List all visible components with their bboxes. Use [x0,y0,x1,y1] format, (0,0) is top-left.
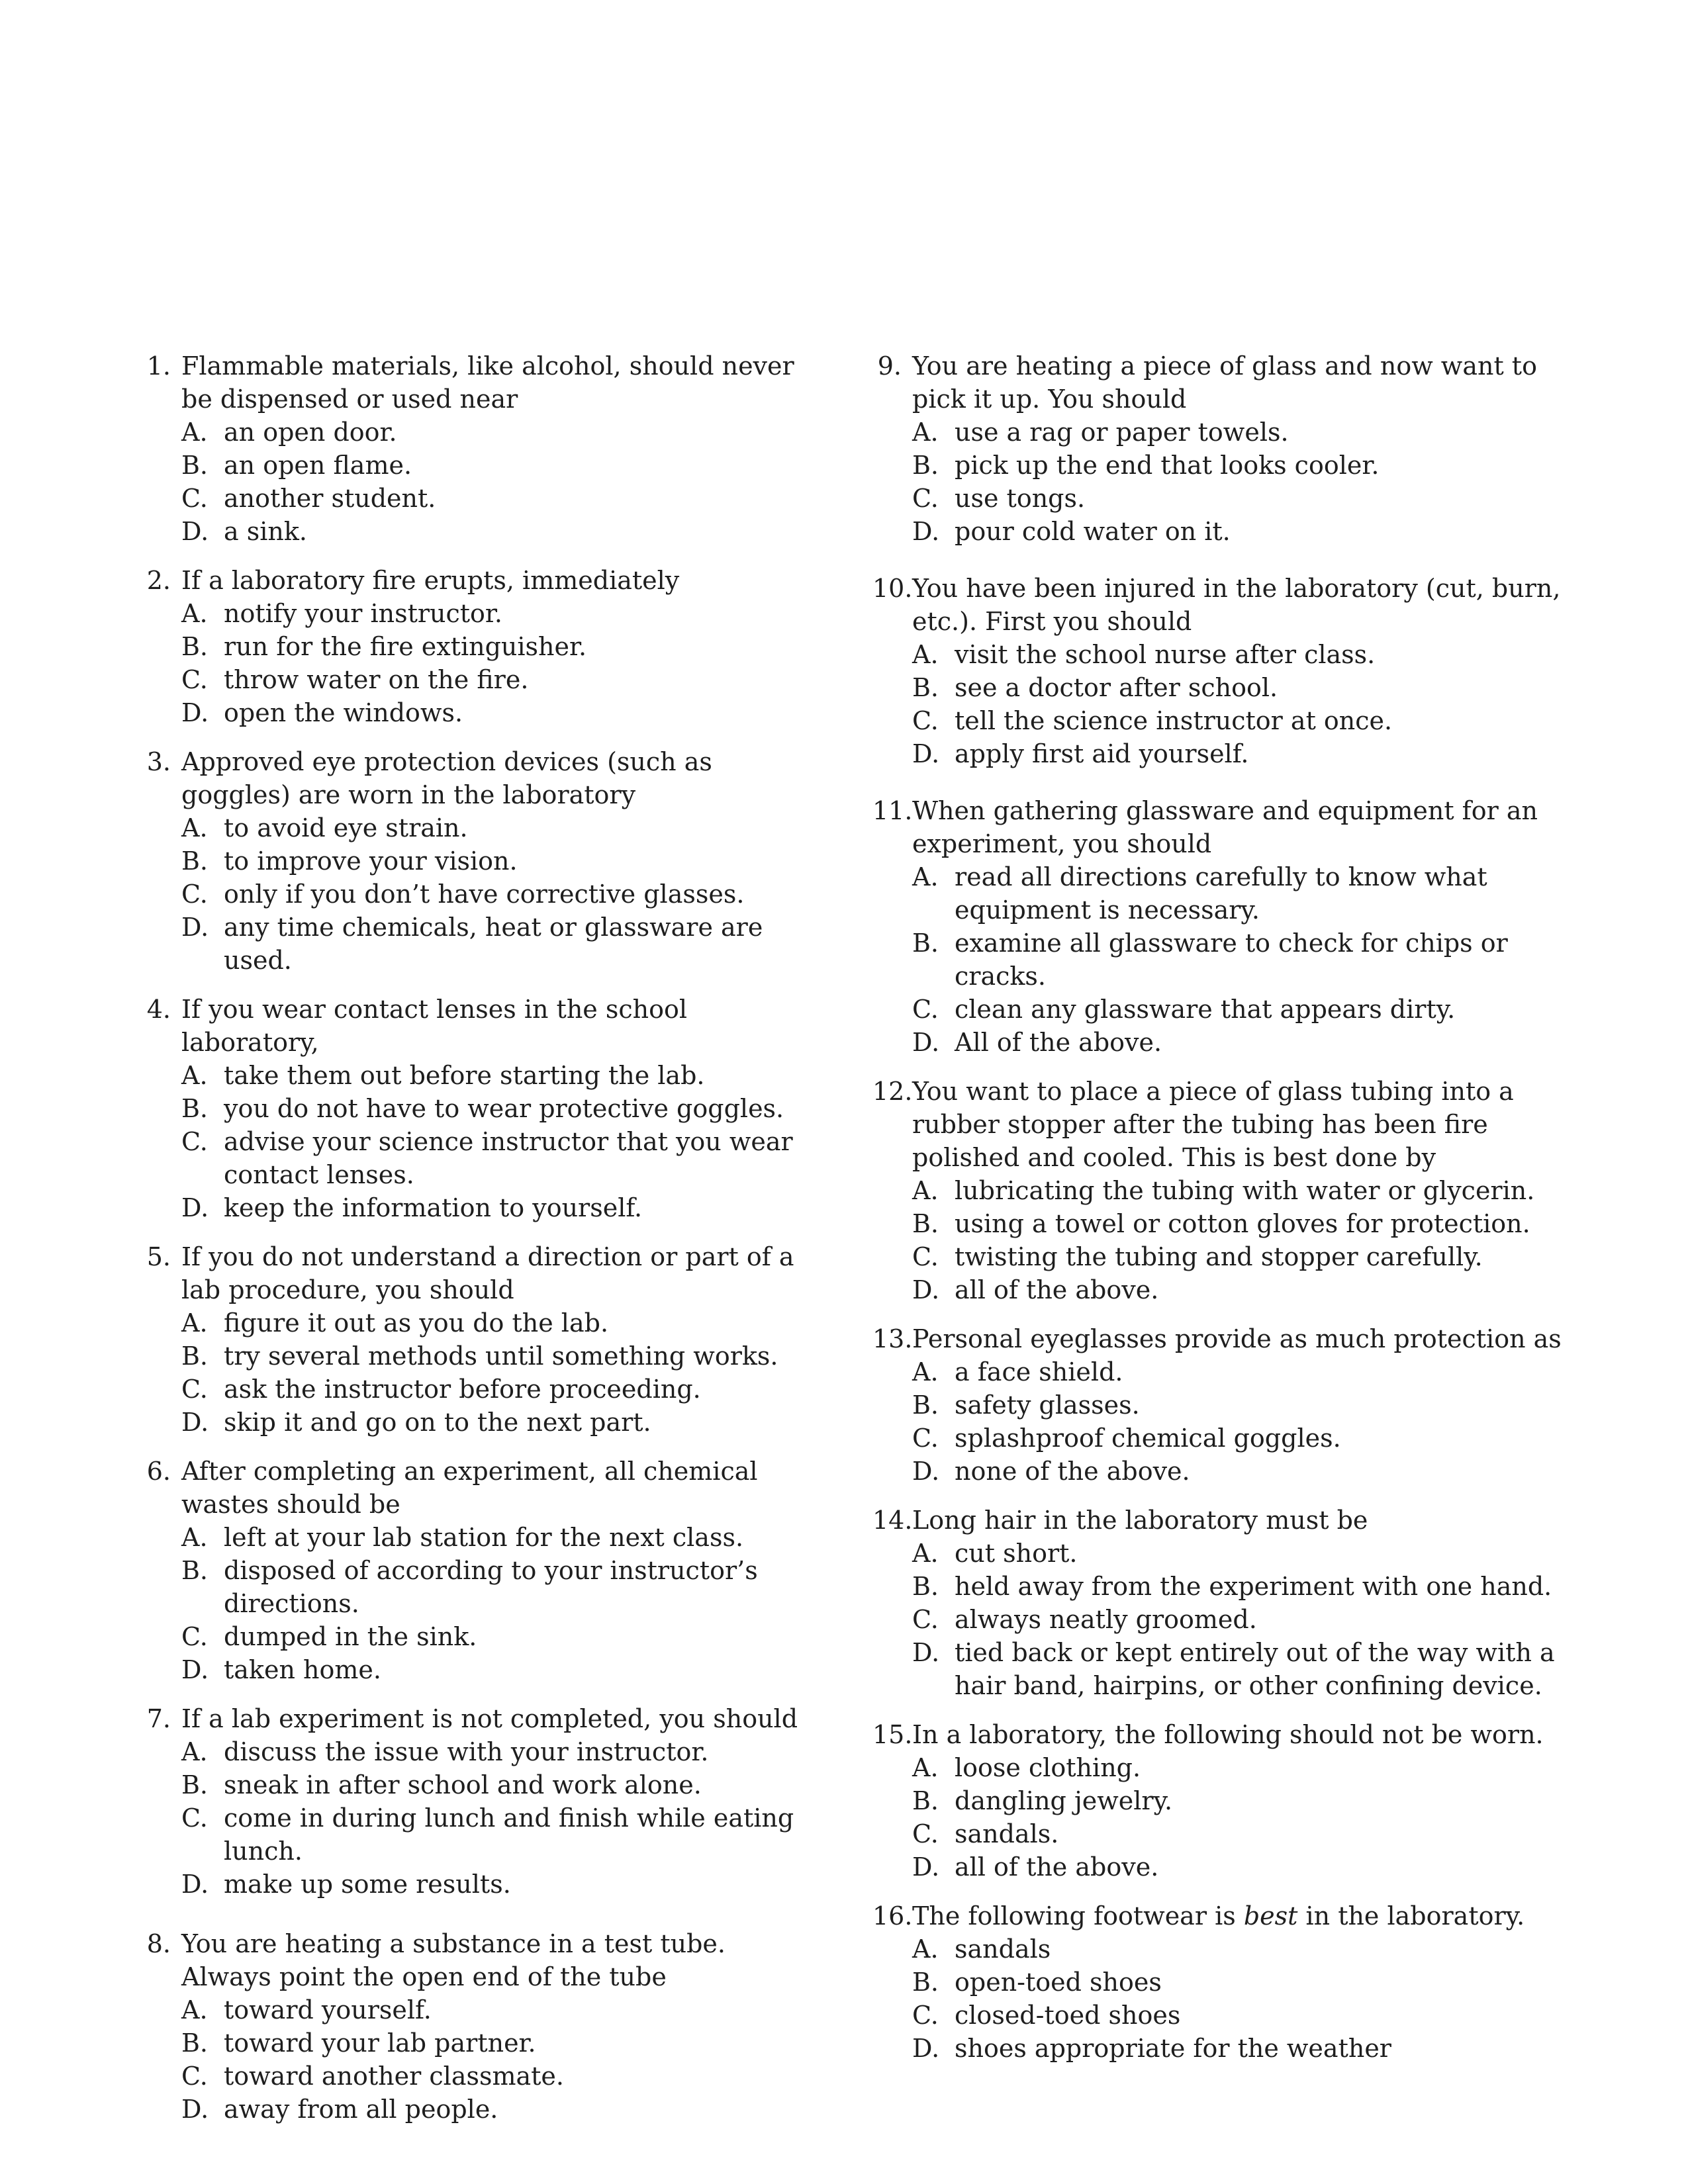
option-letter: B. [912,451,939,480]
answer-option [872,1174,1587,1207]
option-text: pour cold water on it. [955,517,1231,546]
option-letter: C. [181,1622,208,1651]
question-stem: Personal eyeglasses provide as much protection as [912,1324,1562,1353]
question-stem [872,1899,1587,1933]
option-letter: A. [181,1995,208,2025]
option-letter: C. [181,2062,208,2091]
option-letter: A. [181,1061,208,1090]
answer-option [142,1191,817,1224]
question-number: 2. [146,566,171,595]
option-letter: A. [912,1753,939,1782]
option-text: try several methods until something works. [224,1342,778,1371]
question [142,1240,817,1439]
option-text: held away from the experiment with one hand. [955,1572,1552,1601]
option-letter: A. [181,1523,208,1552]
question-stem: You want to place a piece of glass tubing into a rubber stopper after the tubing has been fire polished and cooled. This is best done by [912,1077,1514,1172]
answer-option [142,1868,817,1901]
answer-option [142,878,817,911]
option-letter: C. [181,1803,208,1833]
question [142,1927,817,2126]
question [872,794,1587,1059]
answer-option [142,2026,817,2060]
option-letter: A. [181,1308,208,1338]
answer-option [872,482,1587,515]
option-text: sandals [955,1934,1051,1964]
answer-option [142,2093,817,2126]
answer-option [872,515,1587,548]
option-letter: D. [912,2034,940,2063]
stem-emphasis: best [1243,1901,1298,1931]
option-text: examine all glassware to check for chips or cracks. [955,929,1508,991]
option-text: only if you don’t have corrective glasses. [224,880,745,909]
option-letter: B. [912,673,939,702]
question [872,349,1587,548]
answer-option [142,1373,817,1406]
option-letter: C. [181,1127,208,1156]
question-number: 7. [146,1704,171,1733]
option-letter: C. [912,2001,939,2030]
option-text: another student. [224,484,436,513]
answer-option [142,515,817,548]
option-text: use tongs. [955,484,1086,513]
answer-option [872,1966,1587,1999]
option-letter: A. [912,1539,939,1568]
option-letter: C. [912,1605,939,1634]
question-stem: If a lab experiment is not completed, you should [181,1704,798,1733]
question-stem: You are heating a piece of glass and now want to pick it up. You should [912,351,1537,414]
answer-option [142,630,817,663]
right-column [872,349,1587,2065]
option-letter: D. [181,913,209,942]
answer-option [872,416,1587,449]
option-text: any time chemicals, heat or glassware are used. [224,913,763,975]
answer-option [872,1240,1587,1273]
answer-option [872,1933,1587,1966]
option-text: twisting the tubing and stopper carefully. [955,1242,1483,1271]
answer-option [872,1850,1587,1884]
answer-option [872,671,1587,704]
option-text: apply first aid yourself. [955,739,1249,768]
option-letter: D. [912,517,940,546]
option-list [872,1933,1587,2065]
option-text: all of the above. [955,1275,1159,1304]
answer-option [872,737,1587,770]
option-text: read all directions carefully to know what equipment is necessary. [955,862,1487,925]
option-text: sandals. [955,1819,1059,1848]
question-number: 5. [146,1242,171,1271]
answer-option [872,1455,1587,1488]
option-text: come in during lunch and finish while eating lunch. [224,1803,794,1866]
question-stem: When gathering glassware and equipment for an experiment, you should [912,796,1538,858]
option-text: advise your science instructor that you wear contact lenses. [224,1127,793,1189]
answer-option [142,1768,817,1801]
option-text: toward your lab partner. [224,2028,536,2058]
option-text: disposed of according to your instructor’s directions. [224,1556,758,1618]
option-letter: C. [912,1242,939,1271]
question [142,1702,817,1901]
option-text: dangling jewelry. [955,1786,1173,1815]
option-text: lubricating the tubing with water or glycerin. [955,1176,1535,1205]
option-letter: D. [181,517,209,546]
question [872,1899,1587,2065]
option-letter: D. [912,739,940,768]
question [872,1075,1587,1306]
answer-option [142,911,817,977]
option-letter: B. [181,1342,209,1371]
answer-option [872,1636,1587,1702]
option-text: cut short. [955,1539,1078,1568]
option-letter: B. [912,1390,939,1420]
option-letter: D. [912,1275,940,1304]
option-letter: C. [181,665,208,694]
answer-option [872,1999,1587,2032]
answer-option [872,1422,1587,1455]
option-letter: C. [912,995,939,1024]
option-letter: A. [912,1176,939,1205]
question-number: 6. [146,1457,171,1486]
option-list [142,1993,817,2126]
option-text: toward yourself. [224,1995,432,2025]
option-text: take them out before starting the lab. [224,1061,705,1090]
option-letter: C. [181,484,208,513]
answer-option [872,704,1587,737]
option-letter: B. [181,1556,209,1585]
answer-option [142,1735,817,1768]
option-letter: B. [912,1572,939,1601]
option-text: visit the school nurse after class. [955,640,1376,669]
option-letter: D. [181,1408,209,1437]
question [142,745,817,977]
option-text: sneak in after school and work alone. [224,1770,702,1799]
answer-option [142,1993,817,2026]
option-letter: D. [912,1852,940,1882]
option-text: a face shield. [955,1357,1123,1387]
option-list [142,1521,817,1686]
option-letter: D. [181,1655,209,1684]
option-text: to improve your vision. [224,846,518,876]
option-text: notify your instructor. [224,599,502,628]
answer-option [142,1801,817,1868]
question-number: 11. [872,796,913,825]
answer-option [872,1388,1587,1422]
answer-option [872,860,1587,927]
option-list [872,1751,1587,1884]
question [872,1322,1587,1488]
answer-option [142,1620,817,1653]
option-text: All of the above. [955,1028,1162,1057]
question-stem: If a laboratory fire erupts, immediately [181,566,680,595]
option-letter: B. [912,1786,939,1815]
option-text: ask the instructor before proceeding. [224,1375,701,1404]
option-letter: A. [912,418,939,447]
question-number: 10. [872,574,913,603]
option-list [872,1355,1587,1488]
question [142,564,817,729]
option-text: tied back or kept entirely out of the way with a hair band, hairpins, or other confining device. [955,1638,1555,1700]
option-list [142,1059,817,1224]
option-letter: C. [912,1819,939,1848]
question-number: 9. [877,351,902,381]
answer-option [872,1207,1587,1240]
option-text: using a towel or cotton gloves for protection. [955,1209,1530,1238]
question-number: 15. [872,1720,913,1749]
option-list [142,1306,817,1439]
option-list [142,811,817,977]
question-stem: You have been injured in the laboratory (cut, burn, etc.). First you should [912,574,1561,636]
question [142,349,817,548]
answer-option [872,449,1587,482]
stem-text: The following footwear is [912,1901,1244,1931]
option-text: none of the above. [955,1457,1190,1486]
option-letter: B. [912,1968,939,1997]
left-column [142,349,817,2126]
question-stem: After completing an experiment, all chemical wastes should be [181,1457,758,1519]
answer-option [142,597,817,630]
option-text: an open door. [224,418,397,447]
option-list [142,1735,817,1901]
question-number: 14. [872,1506,913,1535]
option-letter: B. [912,929,939,958]
option-list [872,638,1587,770]
option-text: always neatly groomed. [955,1605,1257,1634]
answer-option [872,638,1587,671]
answer-option [142,1653,817,1686]
answer-option [872,2032,1587,2065]
option-letter: C. [181,880,208,909]
answer-option [142,482,817,515]
option-text: keep the information to yourself. [224,1193,643,1222]
answer-option [872,1784,1587,1817]
option-text: pick up the end that looks cooler. [955,451,1380,480]
answer-option [872,1273,1587,1306]
option-letter: C. [181,1375,208,1404]
answer-option [142,696,817,729]
question [142,993,817,1224]
option-letter: D. [912,1457,940,1486]
answer-option [872,1817,1587,1850]
answer-option [872,993,1587,1026]
answer-option [142,1554,817,1620]
option-letter: C. [912,484,939,513]
question-stem: You are heating a substance in a test tube. Always point the open end of the tube [181,1929,726,1991]
answer-option [142,844,817,878]
answer-option [142,811,817,844]
option-list [142,416,817,548]
option-letter: A. [912,862,939,891]
question-number: 16. [872,1901,913,1931]
question-stem: If you wear contact lenses in the school laboratory, [181,995,688,1057]
question-stem: Approved eye protection devices (such as goggles) are worn in the laboratory [181,747,712,809]
answer-option [142,416,817,449]
option-letter: B. [912,1209,939,1238]
option-text: tell the science instructor at once. [955,706,1393,735]
stem-text: in the laboratory. [1297,1901,1525,1931]
option-letter: B. [181,632,209,661]
question-stem: In a laboratory, the following should not be worn. [912,1720,1544,1749]
option-letter: D. [181,1870,209,1899]
option-text: dumped in the sink. [224,1622,477,1651]
option-text: an open flame. [224,451,412,480]
option-text: figure it out as you do the lab. [224,1308,609,1338]
option-letter: A. [912,1934,939,1964]
question-number: 13. [872,1324,913,1353]
option-text: to avoid eye strain. [224,813,468,842]
option-text: toward another classmate. [224,2062,565,2091]
answer-option [142,1059,817,1092]
option-text: left at your lab station for the next class. [224,1523,744,1552]
option-text: taken home. [224,1655,381,1684]
option-text: shoes appropriate for the weather [955,2034,1391,2063]
option-letter: D. [912,1028,940,1057]
option-letter: C. [912,706,939,735]
question [872,1504,1587,1702]
question-number: 1. [146,351,171,381]
answer-option [142,1306,817,1340]
option-text: splashproof chemical goggles. [955,1424,1341,1453]
answer-option [142,663,817,696]
option-letter: A. [181,1737,208,1766]
option-letter: A. [181,813,208,842]
answer-option [142,1521,817,1554]
question-number: 8. [146,1929,171,1958]
answer-option [872,1537,1587,1570]
question-number: 3. [146,747,171,776]
option-letter: C. [912,1424,939,1453]
option-letter: A. [181,599,208,628]
question-stem: Flammable materials, like alcohol, should never be dispensed or used near [181,351,794,414]
option-text: a sink. [224,517,307,546]
option-letter: A. [912,640,939,669]
question [872,572,1587,770]
option-list [872,860,1587,1059]
option-letter: A. [912,1357,939,1387]
option-letter: B. [181,846,209,876]
option-text: all of the above. [955,1852,1159,1882]
option-text: open-toed shoes [955,1968,1162,1997]
answer-option [142,1092,817,1125]
option-text: use a rag or paper towels. [955,418,1289,447]
answer-option [142,2060,817,2093]
option-letter: D. [181,1193,209,1222]
option-letter: B. [181,1094,209,1123]
question-number: 12. [872,1077,913,1106]
option-text: discuss the issue with your instructor. [224,1737,709,1766]
question [142,1455,817,1686]
option-text: away from all people. [224,2095,498,2124]
answer-option [142,1406,817,1439]
question-number: 4. [146,995,171,1024]
option-text: run for the fire extinguisher. [224,632,587,661]
option-letter: B. [181,451,209,480]
question [872,1718,1587,1884]
option-letter: B. [181,2028,209,2058]
option-text: loose clothing. [955,1753,1141,1782]
option-list [872,416,1587,548]
option-letter: D. [181,2095,209,2124]
option-text: throw water on the fire. [224,665,529,694]
option-text: closed-toed shoes [955,2001,1181,2030]
option-text: see a doctor after school. [955,673,1278,702]
answer-option [872,1570,1587,1603]
option-text: you do not have to wear protective goggles. [224,1094,784,1123]
option-letter: A. [181,418,208,447]
option-letter: D. [912,1638,940,1667]
question-stem: Long hair in the laboratory must be [912,1506,1368,1535]
answer-option [142,1125,817,1191]
option-text: make up some results. [224,1870,511,1899]
answer-option [142,1340,817,1373]
option-list [142,597,817,729]
answer-option [872,1603,1587,1636]
option-text: clean any glassware that appears dirty. [955,995,1456,1024]
answer-option [872,1355,1587,1388]
option-list [872,1174,1587,1306]
answer-option [142,449,817,482]
answer-option [872,1751,1587,1784]
answer-option [872,927,1587,993]
option-letter: D. [181,698,209,727]
option-text: open the windows. [224,698,463,727]
answer-option [872,1026,1587,1059]
option-list [872,1537,1587,1702]
option-letter: B. [181,1770,209,1799]
option-text: skip it and go on to the next part. [224,1408,651,1437]
option-text: safety glasses. [955,1390,1140,1420]
question-stem: If you do not understand a direction or part of a lab procedure, you should [181,1242,794,1304]
